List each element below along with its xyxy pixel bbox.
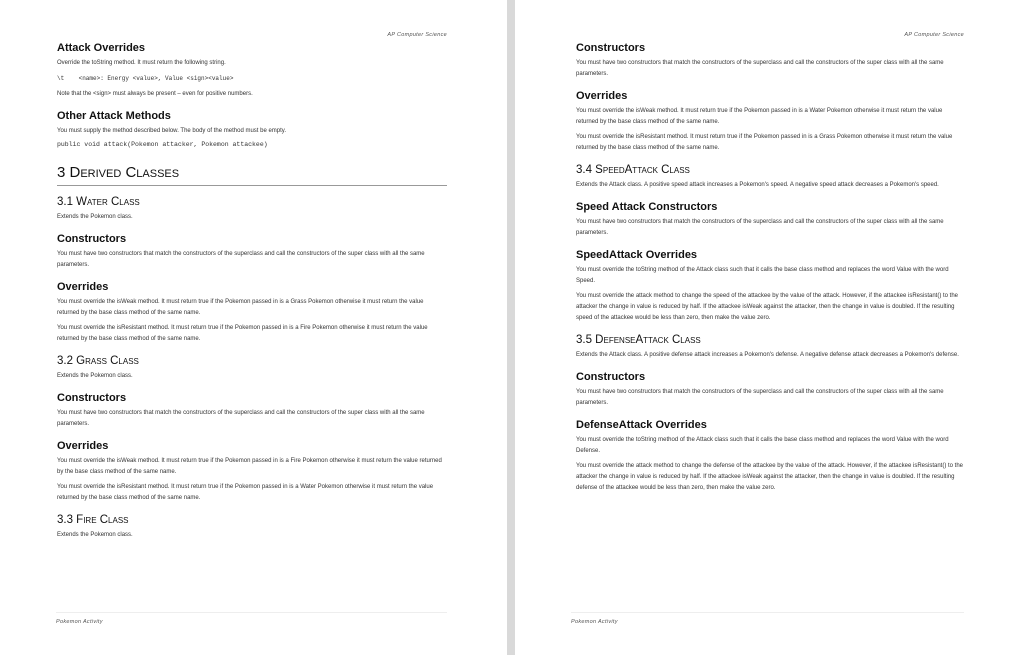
paragraph: You must override the attack method to change the defense of the attackee by the value of the attack. However, if the attackee isResistant() to the attacker the change in value is reduced by half. If the attackee isWeak against the attacker, then the change in value is doubled. If the resulting defense of the attackee would be less than zero, then make the value zero. xyxy=(576,463,964,491)
section-heading-water-class: 3.1 Water Class xyxy=(57,196,140,208)
paragraph: You must override the isWeak method. It must return true if the Pokemon passed in is a Grass Pokemon otherwise it must return the value returned by the base class method of the same name. xyxy=(57,299,424,316)
paragraph: You must have two constructors that match the constructors of the superclass and call the constructors of the super class with all the same parameters. xyxy=(576,60,944,77)
paragraph: You must override the isResistant method. It must return true if the Pokemon passed in is a Grass Pokemon otherwise it must return the value returned by the base class method of the same name. xyxy=(576,134,953,151)
page-footer: Pokemon Activity xyxy=(56,619,103,625)
method-signature: public void attack(Pokemon attacker, Pokemon attackee) xyxy=(57,141,268,148)
footer-divider xyxy=(56,612,447,613)
page-content xyxy=(57,42,447,545)
format-line: \t <name>: Energy <value>, Value <sign><value> xyxy=(57,75,234,82)
paragraph: Extends the Attack class. A positive defense attack increases a Pokemon's defense. A negative defense attack decreases a Pokemon's defense. xyxy=(576,352,959,358)
paragraph: Extends the Pokemon class. xyxy=(57,214,133,220)
document-page-right xyxy=(515,0,1024,655)
paragraph: You must override the attack method to change the speed of the attackee by the value of the attack. However, if the attackee isResistant() to the attacker the change in value is reduced by half. If the attackee isWeak against the attacker, then the change in value is doubled. If the resulting speed of the attackee would be less than zero, then make the value zero. xyxy=(576,293,959,321)
section-heading-fire-class: 3.3 Fire Class xyxy=(57,514,129,526)
document-page-left xyxy=(0,0,507,655)
page-header: AP Computer Science xyxy=(387,32,447,38)
chapter-heading-derived-classes: 3 Derived Classes xyxy=(57,164,180,181)
paragraph: You must override the isWeak method. It must return true if the Pokemon passed in is a Water Pokemon otherwise it must return the value returned by the base class method of the same name. xyxy=(576,108,943,125)
page-content xyxy=(576,42,966,498)
section-heading-defense-attack-class: 3.5 DefenseAttack Class xyxy=(576,334,701,346)
subheading-defense-attack-overrides: DefenseAttack Overrides xyxy=(576,419,707,431)
paragraph: You must have two constructors that match the constructors of the superclass and call the constructors of the super class with all the same parameters. xyxy=(57,251,425,268)
paragraph: You must override the toString method of the Attack class such that it calls the base class method and replaces the word Value with the word Speed. xyxy=(576,267,949,284)
subheading-overrides: Overrides xyxy=(576,90,628,102)
paragraph: You must have two constructors that match the constructors of the superclass and call the constructors of the super class with all the same parameters. xyxy=(576,219,944,236)
paragraph: Extends the Attack class. A positive speed attack increases a Pokemon's speed. A negative speed attack decreases a Pokemon's speed. xyxy=(576,182,939,188)
section-heading-attack-overrides: Attack Overrides xyxy=(57,42,146,54)
paragraph: You must override the isResistant method. It must return true if the Pokemon passed in is a Water Pokemon otherwise it must return the value returned by the base class method of the same name. xyxy=(57,484,434,501)
subheading-constructors: Constructors xyxy=(576,42,646,54)
paragraph: Extends the Pokemon class. xyxy=(57,373,133,379)
section-heading-speed-attack-class: 3.4 SpeedAttack Class xyxy=(576,164,690,176)
subheading-constructors: Constructors xyxy=(576,371,646,383)
section-heading-grass-class: 3.2 Grass Class xyxy=(57,355,139,367)
footer-divider xyxy=(571,612,964,613)
paragraph: Note that the <sign> must always be present – even for positive numbers. xyxy=(57,91,253,97)
paragraph: Extends the Pokemon class. xyxy=(57,532,133,538)
paragraph: Override the toString method. It must return the following string. xyxy=(57,60,226,66)
section-heading-other-attack-methods: Other Attack Methods xyxy=(57,110,171,122)
paragraph: You must override the isResistant method. It must return true if the Pokemon passed in is a Fire Pokemon otherwise it must return the value returned by the base class method of the same name. xyxy=(57,325,428,342)
page-header: AP Computer Science xyxy=(904,32,964,38)
subheading-speed-attack-constructors: Speed Attack Constructors xyxy=(576,201,718,213)
paragraph: You must have two constructors that match the constructors of the superclass and call the constructors of the super class with all the same parameters. xyxy=(57,410,425,427)
divider xyxy=(57,185,447,186)
subheading-overrides: Overrides xyxy=(57,440,109,452)
paragraph: You must supply the method described below. The body of the method must be empty. xyxy=(57,128,287,134)
subheading-speed-attack-overrides: SpeedAttack Overrides xyxy=(576,249,698,261)
paragraph: You must override the toString method of the Attack class such that it calls the base class method and replaces the word Value with the word Defense. xyxy=(576,437,949,454)
subheading-constructors: Constructors xyxy=(57,392,127,404)
subheading-constructors: Constructors xyxy=(57,233,127,245)
page-footer: Pokemon Activity xyxy=(571,619,618,625)
subheading-overrides: Overrides xyxy=(57,281,109,293)
paragraph: You must have two constructors that match the constructors of the superclass and call the constructors of the super class with all the same parameters. xyxy=(576,389,944,406)
paragraph: You must override the isWeak method. It must return true if the Pokemon passed in is a Fire Pokemon otherwise it must return the value returned by the base class method of the same name. xyxy=(57,458,442,475)
